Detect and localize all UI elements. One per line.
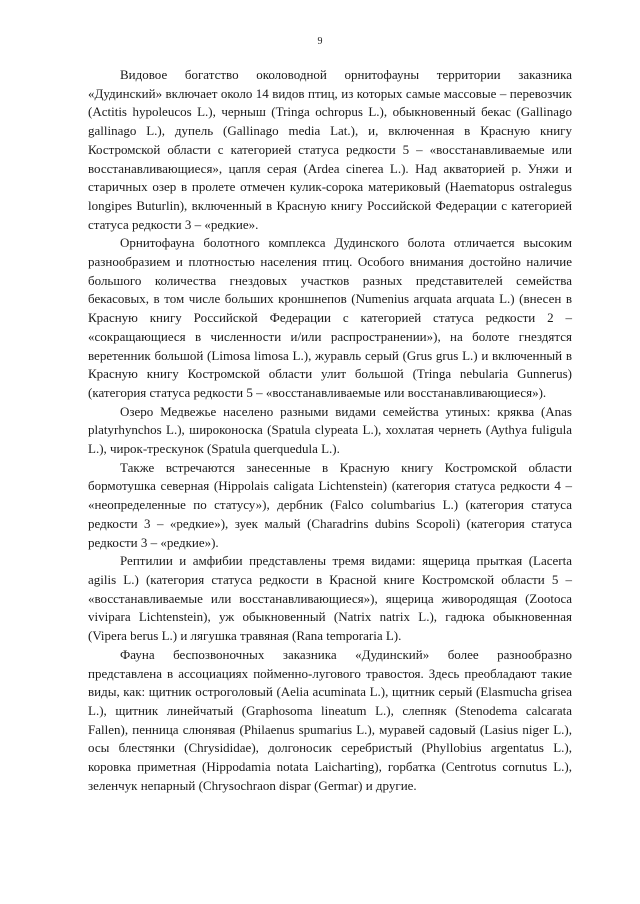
document-body xyxy=(88,66,572,795)
paragraph-bog-avifauna: Орнитофауна болотного комплекса Дудинского болота отличается высоким разнообразием и плотностью населения птиц. Особого внимания достойно наличие большого количества гнездовых участков разных представителей семейства бекасовых, в том числе больших кроншнепов (Numenius arquata arquata L.) (внесен в Красную книгу Российской Федерации с категорией статуса редкости 2 – «сокращающиеся в численности и/или распространении»), на болоте гнездятся веретенник большой (Limosa limosa L.), журавль серый (Grus grus L.) и включенный в Красную книгу Костромской области улит большой (Tringa nebularia Gunnerus) (категория статуса редкости 5 – «восстанавливаемые или восстанавливающиеся»). xyxy=(88,235,572,400)
paragraph-invertebrates: Фауна беспозвоночных заказника «Дудинский» более разнообразно представлена в ассоциациях пойменно-лугового травостоя. Здесь преобладают такие виды, как: щитник остроголовый (Aelia acuminata L.), щитник серый (Elasmucha grisea L.), щитник линейчатый (Graphosoma lineatum L.), слепняк (Stenodema calcarata Fallen), пенница слюнявая (Philaenus spumarius L.), муравей садовый (Lasius niger L.), осы блестянки (Chrysididae), долгоносик серебристый (Phyllobius argentatus L.), коровка приметная (Hippodamia notata Laicharting), горбатка (Centrotus cornutus L.), зеленчук непарный (Chrysochraon dispar (Germar) и другие. xyxy=(88,646,572,793)
paragraph-waterfowl: Видовое богатство околоводной орнитофауны территории заказника «Дудинский» включает около 14 видов птиц, из которых самые массовые – перевозчик (Actitis hypoleucos L.), черныш (Tringa ochropus L.), обыкновенный бекас (Gallinago gallinago L.), дупель (Gallinago media Lat.), и, включенная в Красную книгу Костромской области с категорией статуса редкости 5 – «восстанавливаемые или восстанавливающиеся», цапля серая (Ardea cinerea L.). Над акваторией р. Унжи и старичных озер в пролете отмечен кулик-сорока материковый (Haematopus ostralegus longipes Buturlin), включенный в Красную книгу Российской Федерации с категорией статуса редкости 3 – «редкие». xyxy=(88,67,572,232)
paragraph-reptiles-amphibians: Рептилии и амфибии представлены тремя видами: ящерица прыткая (Lacerta agilis L.) (категория статуса редкости в Красной книге Костромской области 5 – «восстанавливаемые или восстанавливающиеся»), ящерица живородящая (Zootoca vivipara Lichtenstein), уж обыкновенный (Natrix natrix L.), гадюка обыкновенная (Vipera berus L.) и лягушка травяная (Rana temporaria L). xyxy=(88,553,572,644)
page-number: 9 xyxy=(317,36,323,47)
paragraph-red-book-birds: Также встречаются занесенные в Красную книгу Костромской области бормотушка северная (Hippolais caligata Lichtenstein) (категория статуса редкости 4 – «неопределенные по статусу»), дербник (Falco columbarius L.) (категория статуса редкости 3 – «редкие»), зуек малый (Charadrins dubins Scopoli) (категория статуса редкости 3 – «редкие»). xyxy=(88,459,572,550)
paragraph-lake-ducks: Озеро Медвежье населено разными видами семейства утиных: кряква (Anas platyrhynchos L.), широконоска (Spatula clypeata L.), хохлатая чернеть (Aythya fuligula L.), чирок-трескунок (Spatula querquedula L.). xyxy=(88,403,572,457)
